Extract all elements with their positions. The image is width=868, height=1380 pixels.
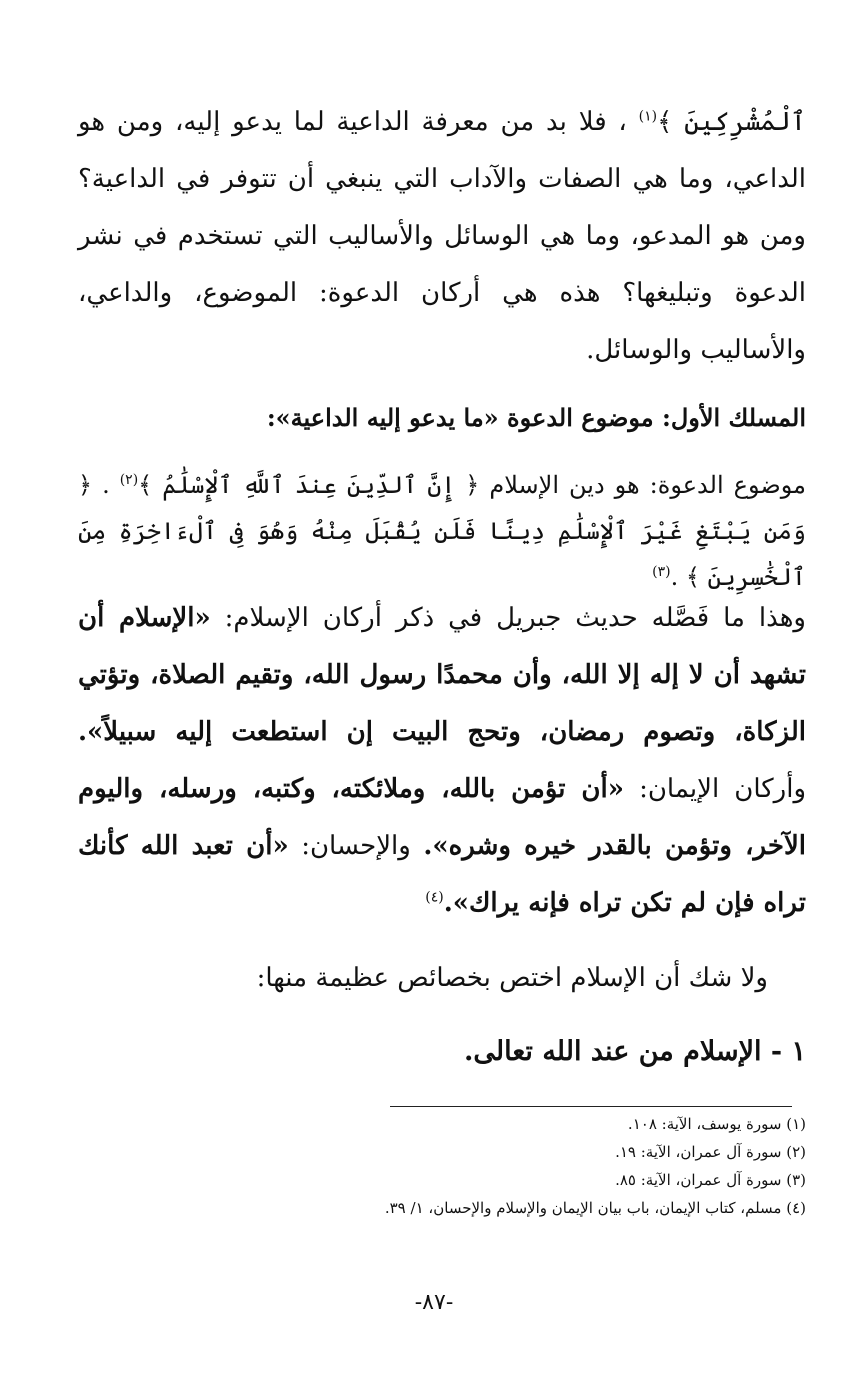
ihsan-intro: والإحسان: [301,831,411,861]
footnote-1: (١) سورة يوسف، الآية: ١٠٨. [627,1115,806,1133]
quran-verse-2: ﴿ وَمَن يَبْتَغِ غَيْرَ ٱلْإِسْلَٰمِ دِينًا فَلَن يُقْبَلَ مِنْهُ وَهُوَ فِى ٱلْءَاخِرَةِ مِنَ ٱلْخَٰسِرِينَ ﴾ [78,471,806,591]
paragraph-1-text: ، فلا بد من معرفة الداعية لما يدعو إليه، ومن هو الداعي، وما هي الصفات والآداب التي ينبغي أن تتوفر في الداعية؟ ومن هو المدعو، وما هي الوسائل والأساليب التي تستخدم في نشر الدعوة وتبليغها؟ هذه هي أركان الدعوة: الموضوع، والداعي، والأساليب والوسائل. [78,107,806,365]
paragraph-4: ولا شك أن الإسلام اختص بخصائص عظيمة منها: [256,963,768,993]
hadith-ihsan: «أن تعبد الله كأنك تراه فإن لم تكن تراه فإنه يراك». [78,831,806,918]
quran-verse-1: ﴿ إِنَّ ٱلدِّينَ عِندَ ٱللَّهِ ٱلْإِسْلَٰمُ ﴾ [138,471,480,499]
paragraph-2-end: . [670,563,679,591]
section-heading: المسلك الأول: موضوع الدعوة «ما يدعو إليه الداعية»: [266,403,806,432]
footnote-ref-4: (٤) [425,889,444,906]
paragraph-3-intro: وهذا ما فَصَّله حديث جبريل في ذكر أركان الإسلام: [224,603,806,633]
footnote-ref-2: (٢) [119,472,139,488]
footnote-3: (٣) سورة آل عمران، الآية: ٨٥. [615,1171,806,1189]
iman-intro: وأركان الإيمان: [639,774,807,804]
footnote-ref-3: (٣) [652,564,671,580]
footnote-ref-1: (١) [638,108,658,125]
footnote-divider [390,1106,792,1107]
list-item-1: ١ - الإسلام من عند الله تعالى. [464,1036,806,1067]
page-number: -٨٧- [414,1290,454,1315]
separator: . [102,471,110,499]
footnote-4: (٤) مسلم، كتاب الإيمان، باب بيان الإيمان والإسلام والإحسان، ١/ ٣٩. [384,1199,806,1217]
paragraph-3 [78,590,806,932]
footnotes-list [200,1110,806,1222]
footnote-2: (٢) سورة آل عمران، الآية: ١٩. [615,1143,806,1161]
paragraph-1 [78,94,806,379]
hadith-iman: «أن تؤمن بالله، وملائكته، وكتبه، ورسله، واليوم الآخر، وتؤمن بالقدر خيره وشره». [78,774,807,861]
paragraph-2 [78,462,806,600]
paragraph-2-lead: موضوع الدعوة: هو دين الإسلام [489,471,806,499]
quran-quote: ٱلْمُشْرِكِينَ ﴾ [657,107,806,137]
hadith-islam: «الإسلام أن تشهد أن لا إله إلا الله، وأن محمدًا رسول الله، وتقيم الصلاة، وتؤتي الزكاة، وتصوم رمضان، وتحج البيت إن استطعت إليه سبيلاً». [78,603,806,747]
